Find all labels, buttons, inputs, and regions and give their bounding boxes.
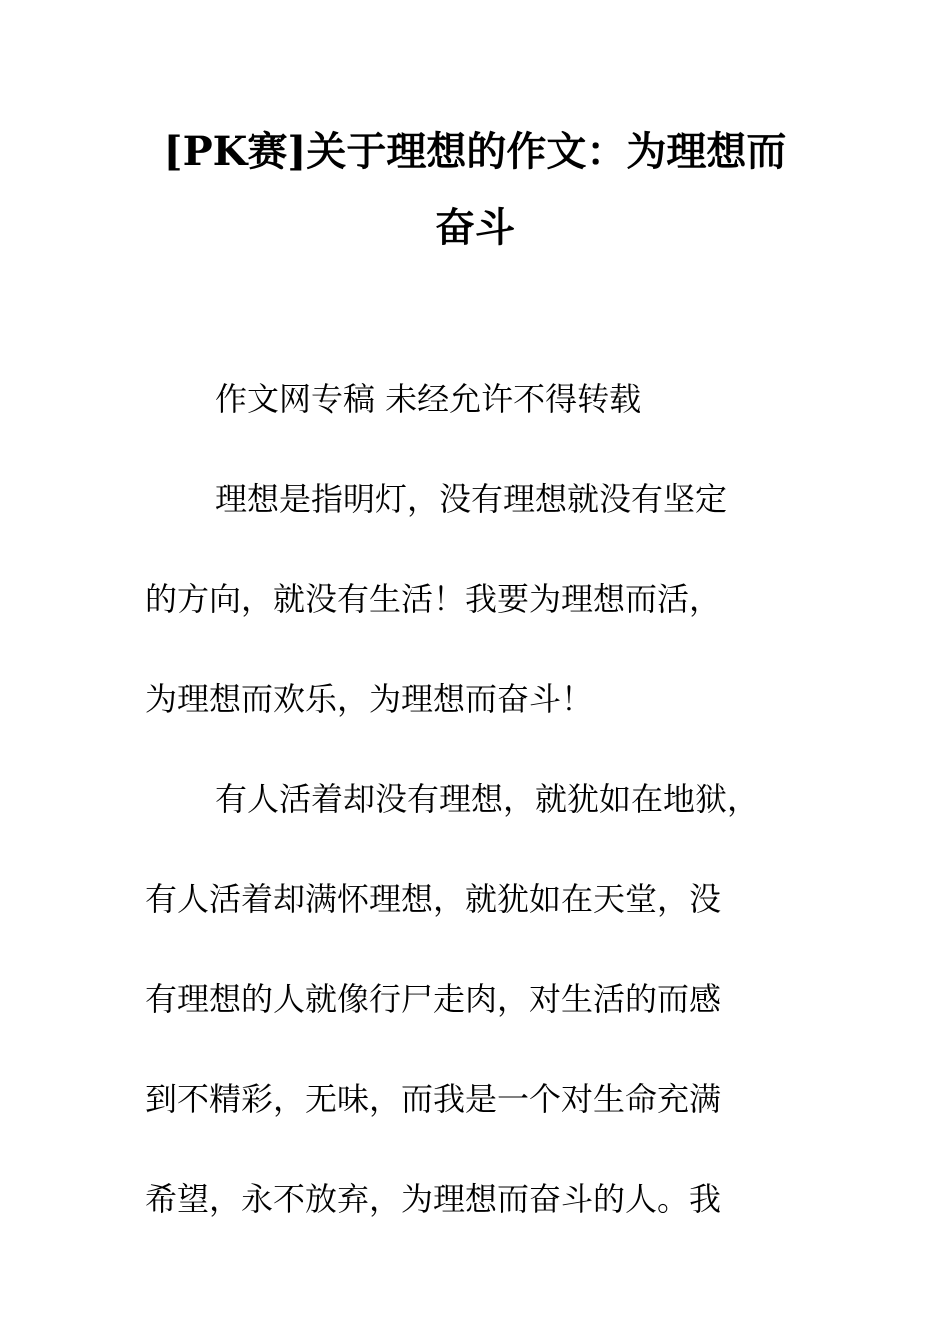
- byline: 作文网专稿 未经允许不得转载: [215, 380, 642, 418]
- paragraph-line: 有人活着却满怀理想，就犹如在天堂，没: [145, 880, 722, 918]
- paragraph-line: 有理想的人就像行尸走肉，对生活的而感: [145, 980, 722, 1018]
- paragraph-line: 希望，永不放弃，为理想而奋斗的人。我: [145, 1180, 722, 1218]
- document-title: [120, 114, 830, 266]
- paragraph-line: 理想是指明灯，没有理想就没有坚定: [215, 480, 728, 518]
- paragraph-line: 为理想而欢乐，为理想而奋斗！: [145, 680, 594, 718]
- title-line-1: [PK赛]关于理想的作文：为理想而: [163, 128, 787, 175]
- title-line-2: 奋斗: [435, 204, 515, 251]
- paragraph-line: 有人活着却没有理想，就犹如在地狱，: [215, 780, 760, 818]
- paragraph-line: 的方向，就没有生活！我要为理想而活，: [145, 580, 722, 618]
- paragraph-line: 到不精彩，无味，而我是一个对生命充满: [145, 1080, 722, 1118]
